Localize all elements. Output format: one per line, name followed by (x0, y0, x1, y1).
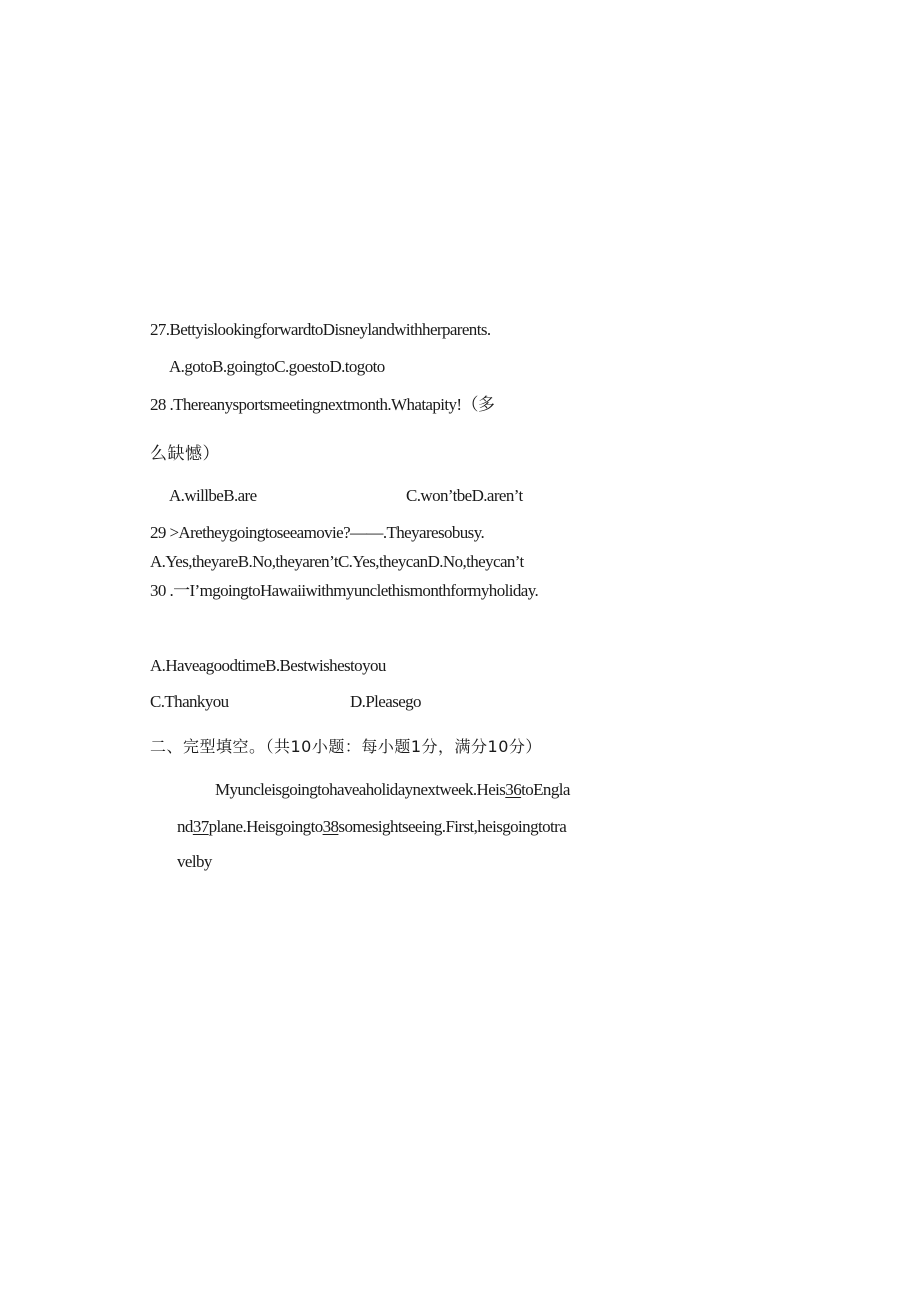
q30-option-c: C.Thankyou (150, 692, 229, 711)
section2-heading: 二、完型填空。（共10小题：每小题1分，满分10分） (150, 737, 542, 756)
q27-options: A.gotoB.goingtoC.goestoD.togoto (169, 357, 385, 376)
passage-text: Myuncleisgoingtohaveaholidaynextweek.Heis (215, 780, 506, 799)
q30-option-d: D.Pleasego (350, 692, 421, 711)
q30-options-ab: A.HaveagoodtimeB.Bestwishestoyou (150, 656, 386, 675)
passage-line-2 (177, 818, 566, 835)
passage-text: toEngla (521, 780, 570, 799)
passage-text: somesightseeing.First,heisgoingtotra (338, 817, 567, 836)
blank-38: 38 (322, 817, 339, 836)
passage-line-1 (215, 781, 570, 798)
passage-line-3: velby (177, 852, 212, 871)
q28-stem-continuation: 么缺憾） (150, 444, 220, 464)
blank-36: 36 (505, 780, 522, 799)
q27-stem: 27.BettyislookingforwardtoDisneylandwithherparents. (150, 320, 491, 339)
q29-stem: 29 >Aretheygoingtoseeamovie?——.Theyaresobusy. (150, 523, 485, 542)
passage-text: nd (177, 817, 193, 836)
passage-text: plane.Heisgoingto (208, 817, 323, 836)
q29-options: A.Yes,theyareB.No,theyaren’tC.Yes,theycanD.No,theycan’t (150, 552, 524, 571)
blank-37: 37 (192, 817, 209, 836)
q28-stem: 28 .Thereanysportsmeetingnextmonth.Whatapity!（多 (150, 395, 495, 414)
q30-stem: 30 .一I’mgoingtoHawaiiwithmyunclethismonthformyholiday. (150, 581, 539, 600)
q28-options-ab: A.willbeB.are (169, 486, 257, 505)
q28-options-cd: C.won’tbeD.aren’t (406, 486, 523, 505)
